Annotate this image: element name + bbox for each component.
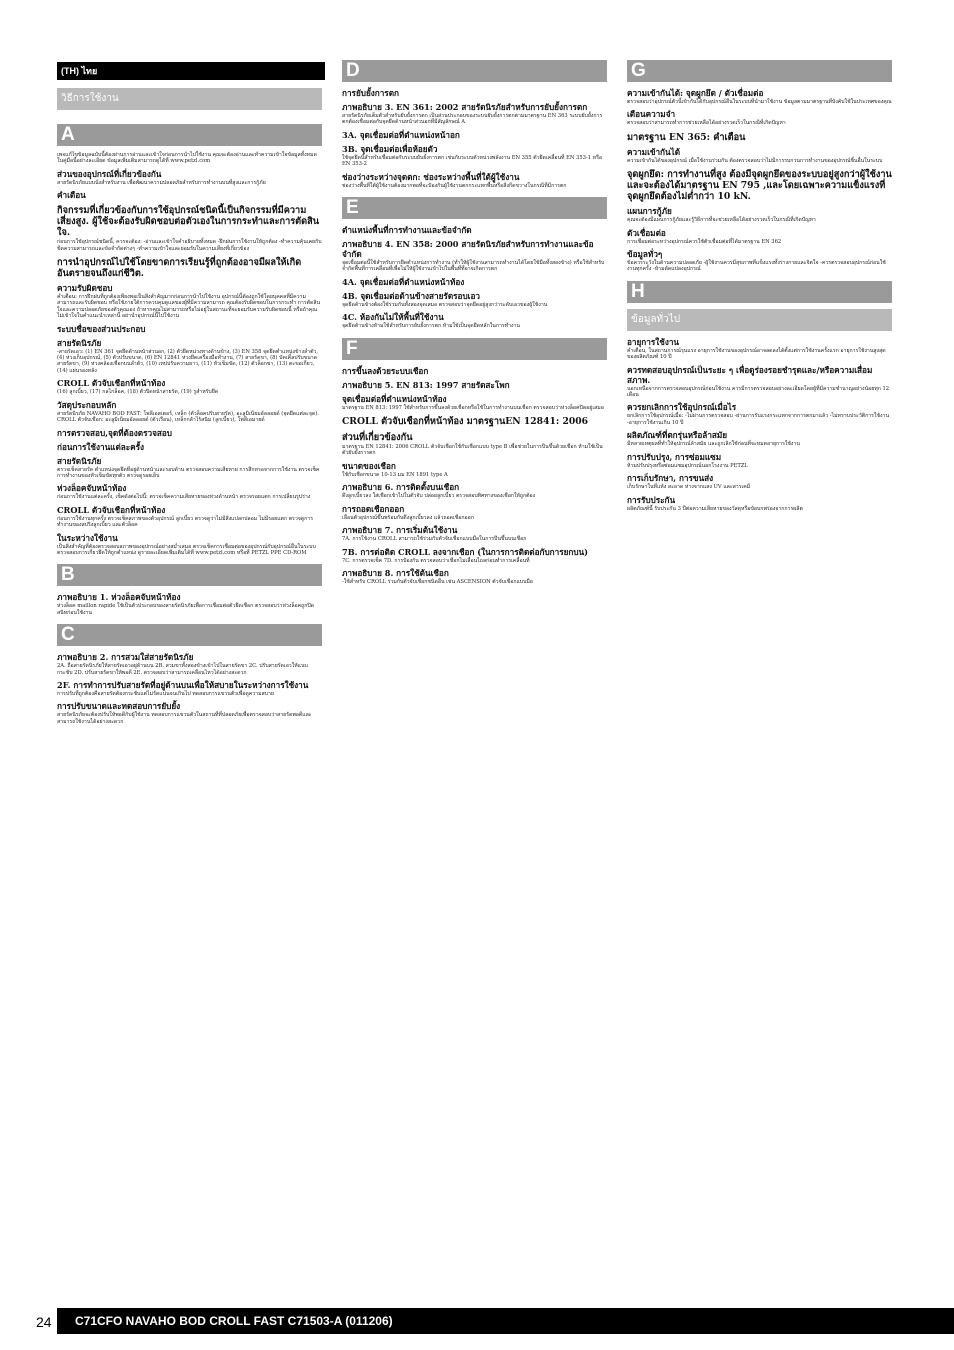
- h-heading-5: การปรับปรุง, การซ่อมแซม: [627, 451, 722, 462]
- a-intro: เพจแก้ไขข้อมูลฉบับนี้ต้องผ่านการอ่านและเข้าใจก่อนการนำไปใช้งาน คุณจะต้องอ่านและทำความเข้าใจข้อมูลทั้งหมดในคู่มือนี้อย่างละเอียด ข้อมูลเพิ่มเติมสามารถดูได้ที่ www.petzl.com: [57, 152, 317, 165]
- a-heading-12: CROLL ตัวจับเชือกที่หน้าท้อง: [57, 504, 166, 515]
- section-f-header: F: [342, 338, 607, 360]
- d-heading-2: ภาพอธิบาย 3. EN 361: 2002 สายรัดนิรภัยสำหรับการยับยั้งการตก: [342, 102, 588, 112]
- a-heading-4: ระบบชื่อของส่วนประกอบ: [57, 323, 146, 334]
- f-heading-6: ภาพอธิบาย 6. การติดตั้งบนเชือก: [342, 482, 460, 493]
- e-heading-3: 4A. จุดเชื่อมต่อที่ตำแหน่งหน้าท้อง: [342, 276, 465, 287]
- d-text-3: ช่องว่างพื้นที่ใต้ผู้ใช้งานต้องมากพอที่จะป้องกันผู้ใช้งานตกกระแทกพื้นหรือสิ่งกีดขวางในกรณีที่มีการตก: [342, 182, 567, 189]
- column-1: [57, 88, 322, 725]
- f-text-8: -ใช้สำหรับ CROLL ร่วมกับตัวจับเชือกชนิดอื่น เช่น ASCENSION ตัวจับเชือกแบบมือ: [342, 578, 533, 585]
- a-text-2: สายรัดนิรภัยแบบนั่งสำหรับงาน เพื่อพัฒนาความปลอดภัยสำหรับการทำงานบนที่สูงและการกู้ภัย: [57, 179, 266, 186]
- a-text-5: -สายรัดเอว: (1) EN 361 จุดยึดด้านหน้าส่วนอก, (2) ตัวยึดหน่วงทางด้านข้าง, (3) EN 358 จุดยึดตำแหน่งข้างลำตัว, (4) ห่วงเก็บอุปกรณ์, (5) ตัวปรับขนาด, (6) EN 12841 ห่วงยึดเครื่องมือทำงาน, (7) สายรัดขา, (8) บัคเคิ้ลปรับขนาดสายรัดขา, (9) ห่วงคล้องเชือกบนลำตัว, (10) เทปปรับความยาว, (11) หัวเข็มขัด, (12) ตัวล็อกขา, (13) ตะขอเกี่ยว, (14) แผ่นรองหลัง: [57, 348, 319, 374]
- g-anchor-warning: จุดผูกยึด: การทำงานที่สูง ต้องมีจุดผูกยึดของระบบอยู่สูงกว่าผู้ใช้งาน และจะต้องได้มาตรฐาน EN 795 ,และโดยเฉพาะความแข็งแรงที่จุดผูกยึดต้องไม่ต่ำกว่า 10 kN.: [627, 169, 892, 203]
- general-info-banner: ข้อมูลทั่วไป: [627, 309, 892, 331]
- page-number: 24: [36, 1314, 52, 1330]
- a-heading-7: วัสดุประกอบหลัก: [57, 399, 117, 410]
- c-heading-1: ภาพอธิบาย 2. การสวมใส่สายรัดนิรภัย: [57, 652, 194, 663]
- h-text-1: คำเตือน, ในสถานการณ์รุนแรง อายุการใช้งานของอุปกรณ์อาจลดลงได้ตั้งแต่การใช้งานครั้งแรก อายุการใช้งานสูงสุดของผลิตภัณฑ์ 10 ปี: [627, 347, 886, 361]
- a-heading-5: สายรัดนิรภัย: [57, 337, 102, 348]
- d-heading-3: 3A. จุดเชื่อมต่อที่ตำแหน่งหน้าอก: [342, 129, 460, 140]
- a-heading-2: คำเตือน: [57, 190, 86, 201]
- f-heading-5: ขนาดของเชือก: [342, 460, 396, 471]
- a-text-4: คำเตือน: การฝึกฝนที่ถูกต้องเพียงพอเป็นสิ่งสำคัญมากก่อนการนำไปใช้งาน อุปกรณ์นี้ต้องถูกใช้โดยบุคคลที่มีความสามารถและรับผิดชอบ หรือใช้ภายใต้การควบคุมดูแลของผู้ที่มีความสามารถ คุณต้องรับผิดชอบในการกระทำ การตัดสินใจและความปลอดภัยของตัวคุณเอง ถ้าหากคุณไม่สามารถหรือไม่อยู่ในสถานะที่จะยอมรับความรับผิดชอบนี้ หรือถ้าคุณไม่เข้าใจในคำแนะนำเหล่านี้ อย่านำอุปกรณ์นี้ไปใช้งาน: [57, 294, 321, 320]
- h-heading-4: ผลิตภัณฑ์ที่ตกรุ่นหรือล้าสมัย: [627, 430, 728, 441]
- e-text-3: จุดยึดด้านข้างห้ามใช้สำหรับการยับยั้งการตก ห้ามใช้เป็นจุดยึดหลักในการทำงาน: [342, 323, 520, 330]
- a-heading-6: CROLL ตัวจับเชือกที่หน้าท้อง: [57, 378, 166, 389]
- f-text-1: มาตรฐาน EN 813: 1997 ใช้สำหรับการขึ้นลงด้วยเชือกหรือใช้ในการทำงานบนเชือก ตรวจสอบว่าห่วงล็อคปิดอยู่เสมอ: [342, 404, 604, 411]
- section-a-header: A: [57, 124, 322, 146]
- g-text-4: คุณจะต้องมีแผนการกู้ภัยและรู้วิธีการที่จะช่วยเหลือได้อย่างรวดเร็วในกรณีที่เกิดปัญหา: [627, 217, 816, 224]
- g-heading-1: ความเข้ากันได้: จุดผูกยึด / ตัวเชื่อมต่อ: [627, 88, 764, 98]
- e-text-2: จุดยึดด้านข้างต้องใช้ร่วมกันทั้งสองจุดเสมอ ตรวจสอบว่าจุดยึดอยู่สูงกว่าระดับเอวของผู้ใช้งาน: [342, 301, 548, 308]
- f-heading-2: ภาพอธิบาย 5. EN 813: 1997 สายรัดสะโพก: [342, 379, 510, 390]
- c-text-1: 2A. ถือสายรัดนิรภัยให้สายรัดเอวอยู่ด้านบน 2B. สวมขาทั้งสองข้างเข้าไปในสายรัดขา 2C. ปรับสายรัดเอวให้แนบกระชับ 2D. ปรับสายรัดขาให้พอดี 2E. ตรวจสอบว่าสามารถเคลื่อนไหวได้อย่างสะดวก: [57, 663, 308, 676]
- d-heading-5: ช่องว่างระหว่างจุดตก: ช่องระหว่างพื้นที่ใต้ผู้ใช้งาน: [342, 171, 520, 182]
- h-heading-6: การเก็บรักษา, การขนส่ง: [627, 473, 714, 484]
- d-heading-1: การยับยั้งการตก: [342, 88, 399, 98]
- h-text-4: มีหลายเหตุผลที่ทำให้อุปกรณ์ล้าสมัย และถูกเลิกใช้ก่อนที่จะหมดอายุการใช้งาน: [627, 441, 800, 448]
- f-heading-7: การถอดเชือกออก: [342, 503, 405, 514]
- g-heading-7: ข้อมูลทั่วๆ: [627, 249, 663, 260]
- section-b-header: B: [57, 564, 322, 586]
- instructions-banner: วิธีการใช้งาน: [57, 88, 322, 110]
- f-text-6: 7A. การใช้งาน CROLL สามารถใช้ร่วมกับตัวจับเชือกแบบมือในการปีนขึ้นบนเชือก: [342, 536, 527, 543]
- c-heading-2: 2F. การทำการปรับสายรัดที่อยู่ด้านบนเพื่อให้สบายในระหว่างการใช้งาน: [57, 679, 309, 690]
- a-heading-13: ในระหว่างใช้งาน: [57, 532, 118, 543]
- h-text-3: ยกเลิกการใช้อุปกรณ์เมื่อ: -ไม่ผ่านการตรวจสอบ -ผ่านการรับแรงกระแทกจากการตกมาแล้ว -ไม่ทราบประวัติการใช้งาน -อายุการใช้งานเกิน 10 ปี: [627, 413, 890, 426]
- e-heading-5: 4C. ห้องกันไม่ให้พื้นที่ใช้งาน: [342, 312, 444, 323]
- c-text-2: การปรับที่ถูกต้องคือสายรัดต้องกระชับแต่ไม่รัดแน่นจนเกินไป ทดสอบการแขวนตัวเพื่อดูความสบาย: [57, 690, 274, 697]
- h-text-7: ผลิตภัณฑ์นี้ รับประกัน 3 ปีต่อความเสียหายของวัสดุหรือข้อบกพร่องจากการผลิต: [627, 505, 803, 512]
- e-heading-2: ภาพอธิบาย 4. EN 358: 2000 สายรัดนิรภัยสำหรับการทำงานและข้อจำกัด: [342, 239, 594, 260]
- h-heading-7: การรับประกัน: [627, 494, 676, 505]
- f-text-2: มาตรฐาน EN 12841: 2006 CROLL ตัวจับเชือกใช้กับเชือกแบบ type B เพื่อช่วยในการปีนขึ้นด้วยเชือก ห้ามใช้เป็นตัวยับยั้งการตก: [342, 444, 603, 457]
- a-heading-3: ความรับผิดชอบ: [57, 283, 113, 294]
- g-heading-6: ตัวเชื่อมต่อ: [627, 227, 666, 238]
- a-warning-2: การนำอุปกรณ์ไปใช้โดยขาดการเรียนรู้ที่ถูกต้องอาจมีผลให้เกิดอันตรายจนถึงแก่ชีวิต.: [57, 257, 302, 280]
- d-text-2: ใช้จุดยึดนี้สำหรับเชื่อมต่อกับระบบยับยั้งการตก เช่นกับระบบตัวหน่วงพลังงาน EN 355 ตัวยึดเคลื่อนที่ EN 353-1 หรือ EN 353-2: [342, 154, 602, 168]
- section-h-header: H: [627, 281, 892, 303]
- f-heading-3: จุดเชื่อมต่อที่ตำแหน่งหน้าท้อง: [342, 393, 447, 404]
- column-2: [342, 60, 607, 585]
- g-text-6: ข้อควรระวังในด้านความปลอดภัย -ผู้ใช้งานควรมีสุขภาพที่แข็งแรงทั้งร่างกายและจิตใจ -ควรตรวจสอบอุปกรณ์ก่อนใช้งานทุกครั้ง -ห้ามดัดแปลงอุปกรณ์: [627, 260, 886, 273]
- a-warning-1: กิจกรรมที่เกี่ยวข้องกับการใช้อุปกรณ์ชนิดนี้เป็นกิจกรรมที่มีความเสี่ยงสูง. ผู้ใช้จะต้องรับผิดชอบต่อตัวเองในการกระทำและการตัดสินใจ.: [57, 205, 319, 239]
- language-label: (TH) ไทย: [57, 62, 325, 80]
- f-heading-4: ส่วนที่เกี่ยวข้องกัน: [342, 432, 413, 444]
- g-heading-5: แผนการกู้ภัย: [627, 206, 672, 217]
- g-text-3: ความเข้ากันได้ของอุปกรณ์ เมื่อใช้งานร่วมกัน ต้องตรวจสอบว่าไม่มีการรบกวนการทำงานของอุปกรณ์ชิ้นอื่นในระบบ: [627, 157, 883, 164]
- a-heading-10: สายรัดนิรภัย: [57, 455, 102, 466]
- h-text-6: เก็บรักษาในที่แห้ง สะอาด ห่างจากแสง UV และสารเคมี: [627, 484, 751, 491]
- section-e-header: E: [342, 197, 607, 219]
- g-heading-2: เตือนความจำ: [627, 109, 676, 120]
- f-heading-8: ภาพอธิบาย 7. การเริ่มต้นใช้งาน: [342, 525, 458, 536]
- h-text-2: นอกเหนือจากการตรวจสอบอุปกรณ์ก่อนใช้งาน ควรมีการตรวจสอบอย่างละเอียดโดยผู้ที่มีความชำนาญอย่างน้อยทุก 12 เดือน: [627, 385, 890, 399]
- f-heading-9: 7B. การต่อติด CROLL ลงจากเชือก (ในการการติดต่อกับการยกบน): [342, 546, 589, 557]
- e-heading-1: ตำแหน่งพื้นที่การทำงานและข้อจำกัด: [342, 225, 472, 236]
- a-heading-11: ห่วงล็อคจับหน้าท้อง: [57, 483, 127, 494]
- a-heading-9: ก่อนการใช้งานแต่ละครั้ง: [57, 441, 145, 452]
- a-text-10: ก่อนการใช้งานทุกครั้ง ตรวจเช็คสภาพของตัวอุปกรณ์ ลูกเบี้ยว ตรวจดูว่าไม่มีสิ่งแปลกปลอม ไม่มีรอยแตก ตรวจดูการทำงานของสปริงลูกเบี้ยว และตัวล็อค: [57, 515, 314, 529]
- a-text-8: ตรวจเช็คสายรัด ตำแหน่งจุดยึดที่อยู่ด้านหน้าและรอบด้าน ตรวจสอบความเสียหาย การสึกหรอจากการใช้งาน ตรวจเช็คการทำงานของหัวเข็มขัดทุกตัว ตรวจดูรอยเย็บ: [57, 466, 320, 479]
- b-heading-1: ภาพอธิบาย 1. ห่วงล็อคจับหน้าท้อง: [57, 592, 181, 603]
- section-c-header: C: [57, 624, 322, 646]
- section-d-header: D: [342, 60, 607, 82]
- f-text-5: เลื่อนตัวอุปกรณ์ขึ้นพร้อมกับดึงลูกเบี้ยวลง แล้วถอดเชือกออก: [342, 514, 474, 521]
- a-text-9: ก่อนการใช้งานแต่ละครั้ง, เช็คดังต่อไปนี้: ตรวจเช็คความเสียหายของห่วงด้านหน้า ตรวจรอยแตก การเปลี่ยนรูปร่าง: [57, 494, 311, 501]
- g-text-5: การเชื่อมต่อระหว่างอุปกรณ์ควรใช้ตัวเชื่อมต่อที่ได้มาตรฐาน EN 362: [627, 238, 782, 245]
- h-heading-1: อายุการใช้งาน: [627, 336, 680, 347]
- document-code-bar: C71CFO NAVAHO BOD CROLL FAST C71503-A (011206): [57, 1308, 954, 1334]
- f-text-3: ใช้กับเชือกขนาด 10-13 มม EN 1891 type A: [342, 471, 448, 478]
- a-text-3: ก่อนการใช้อุปกรณ์ชนิดนี้, ควรจะต้อง: -อ่านและเข้าใจคำอธิบายทั้งหมด -ฝึกฝนการใช้งานให้ถูกต้อง -ทำความคุ้นเคยกับขีดความสามารถและข้อจำกัดต่างๆ -ทำความเข้าใจและยอมรับในความเสี่ยงที่เกี่ยวข้อง: [57, 239, 322, 252]
- f-heading-10: ภาพอธิบาย 8. การใช้ต้นเชือก: [342, 567, 449, 578]
- h-heading-2: ควรทดสอบอุปกรณ์เป็นระยะ ๆ เพื่อดูร่องรอยชำรุดและ/หรือความเสื่อมสภาพ.: [627, 364, 873, 385]
- f-text-4: ดึงลูกเบี้ยวลง ใส่เชือกเข้าไปในตัวจับ ปล่อยลูกเบี้ยว ตรวจสอบทิศทางของเชือกให้ถูกต้อง: [342, 493, 536, 500]
- column-3: [627, 60, 892, 512]
- d-heading-4: 3B. จุดเชื่อมต่อเพื่อห้อยตัว: [342, 143, 438, 154]
- c-text-3: สายรัดนิรภัยจะต้องปรับให้พอดีกับผู้ใช้งาน ทดสอบการแขวนตัวในสถานที่ที่ปลอดภัยเพื่อตรวจสอบว่าสายรัดพอดีและสามารถใช้งานได้อย่างสะดวก: [57, 712, 312, 725]
- section-g-header: G: [627, 60, 892, 82]
- h-text-5: ห้ามปรับปรุงหรือซ่อมแซมอุปกรณ์นอกโรงงาน PETZL: [627, 462, 748, 469]
- g-heading-4: ความเข้ากันได้: [627, 146, 681, 157]
- g-heading-3: มาตรฐาน EN 365: คำเตือน: [627, 131, 746, 143]
- f-croll-heading: CROLL ตัวจับเชือกที่หน้าท้อง มาตรฐานEN 12841: 2006: [342, 416, 589, 428]
- d-text-1: สายรัดนิรภัยเต็มตัวสำหรับยับยั้งการตก เป็นส่วนประกอบของระบบยับยั้งการตกตามมาตรฐาน EN 363 ระบบยับยั้งการตกต้องเชื่อมต่อกับจุดยึดด้านหน้าส่วนอกที่มีสัญลักษณ์ A: [342, 113, 603, 126]
- a-heading-1: ส่วนของอุปกรณ์ที่เกี่ยวข้องกัน: [57, 168, 162, 179]
- a-heading-8: การตรวจสอบ,จุดที่ต้องตรวจสอบ: [57, 427, 172, 438]
- a-text-6: (16) ลูกเบี้ยว, (17) กลไกล็อค, (18) ตัวปิดหน้าสายรัด, (19) รูสำหรับยึด: [57, 389, 219, 396]
- a-text-7: สายรัดนิรภัย NAVAHO BOD FAST: โพลีเอสเตอร์, เหล็ก (ตัวล็อคปรับสายรัด), อะลูมิเนียมอัลลอยด์ (จุดยึดแต่ละจุด). CROLL ตัวจับเชือก: อะลูมิเนียมอัลลอยด์ (ตัวเรือน), เหล็กกล้าไร้สนิม (ลูกเบี้ยว), โพลีเอมายด์: [57, 410, 319, 424]
- f-text-7: 7C. การตรวจเช็ค 7D. การป้องกัน ตรวจสอบว่าเชือกไม่เลื่อนไถลก่อนทำการเคลื่อนที่: [342, 557, 530, 564]
- b-text-1: ห่วงล็อค maillon rapide ใช้เป็นตัวประกอบของสายรัดนิรภัยเพื่อการเชื่อมต่อตัวยึดเชือก ตรวจสอบว่าห่วงล็อคถูกปิดสนิทก่อนใช้งาน: [57, 603, 315, 616]
- f-heading-1: การขึ้นลงด้วยระบบเชือก: [342, 365, 429, 376]
- e-heading-4: 4B. จุดเชื่อมต่อด้านข้างสายรัดรอบเอว: [342, 290, 480, 301]
- g-text-2: ตรวจสอบว่าสามารถทำการช่วยเหลือได้อย่างรวดเร็วในกรณีที่เกิดปัญหา: [627, 120, 786, 127]
- c-heading-3: การปรับขนาดและทดสอบการยับยั้ง: [57, 701, 181, 712]
- e-text-1: จุดเชื่อมต่อนี้ใช้สำหรับการยึดตำแหน่งการทำงาน (ทำให้ผู้ใช้งานสามารถทำงานได้โดยใช้มือทั้งสองข้าง) หรือใช้สำหรับจำกัดพื้นที่การเคลื่อนที่เพื่อไม่ให้ผู้ใช้งานเข้าไปในพื้นที่ที่อาจเกิดการตก: [342, 260, 605, 273]
- g-text-1: ตรวจสอบว่าอุปกรณ์ตัวนี้เข้ากันได้กับอุปกรณ์อื่นในระบบที่นำมาใช้งาน ข้อมูลตามมาตรฐานที่บังคับใช้ในประเทศของคุณ: [627, 99, 892, 105]
- a-text-11: เป็นสิ่งสำคัญที่ต้องตรวจสอบสภาพของอุปกรณ์อย่างสม่ำเสมอ ตรวจเช็คการเชื่อมต่อของอุปกรณ์กับอุปกรณ์อื่นในระบบ ตรวจสอบการเกี่ยวยึดให้ถูกตำแหน่ง ดูรายละเอียดเพิ่มเติมได้ที่ www.petzl.com หรือที่ PETZL PPE CD-ROM: [57, 543, 316, 556]
- h-heading-3: ควรยกเลิกการใช้อุปกรณ์เมื่อไร: [627, 402, 737, 413]
